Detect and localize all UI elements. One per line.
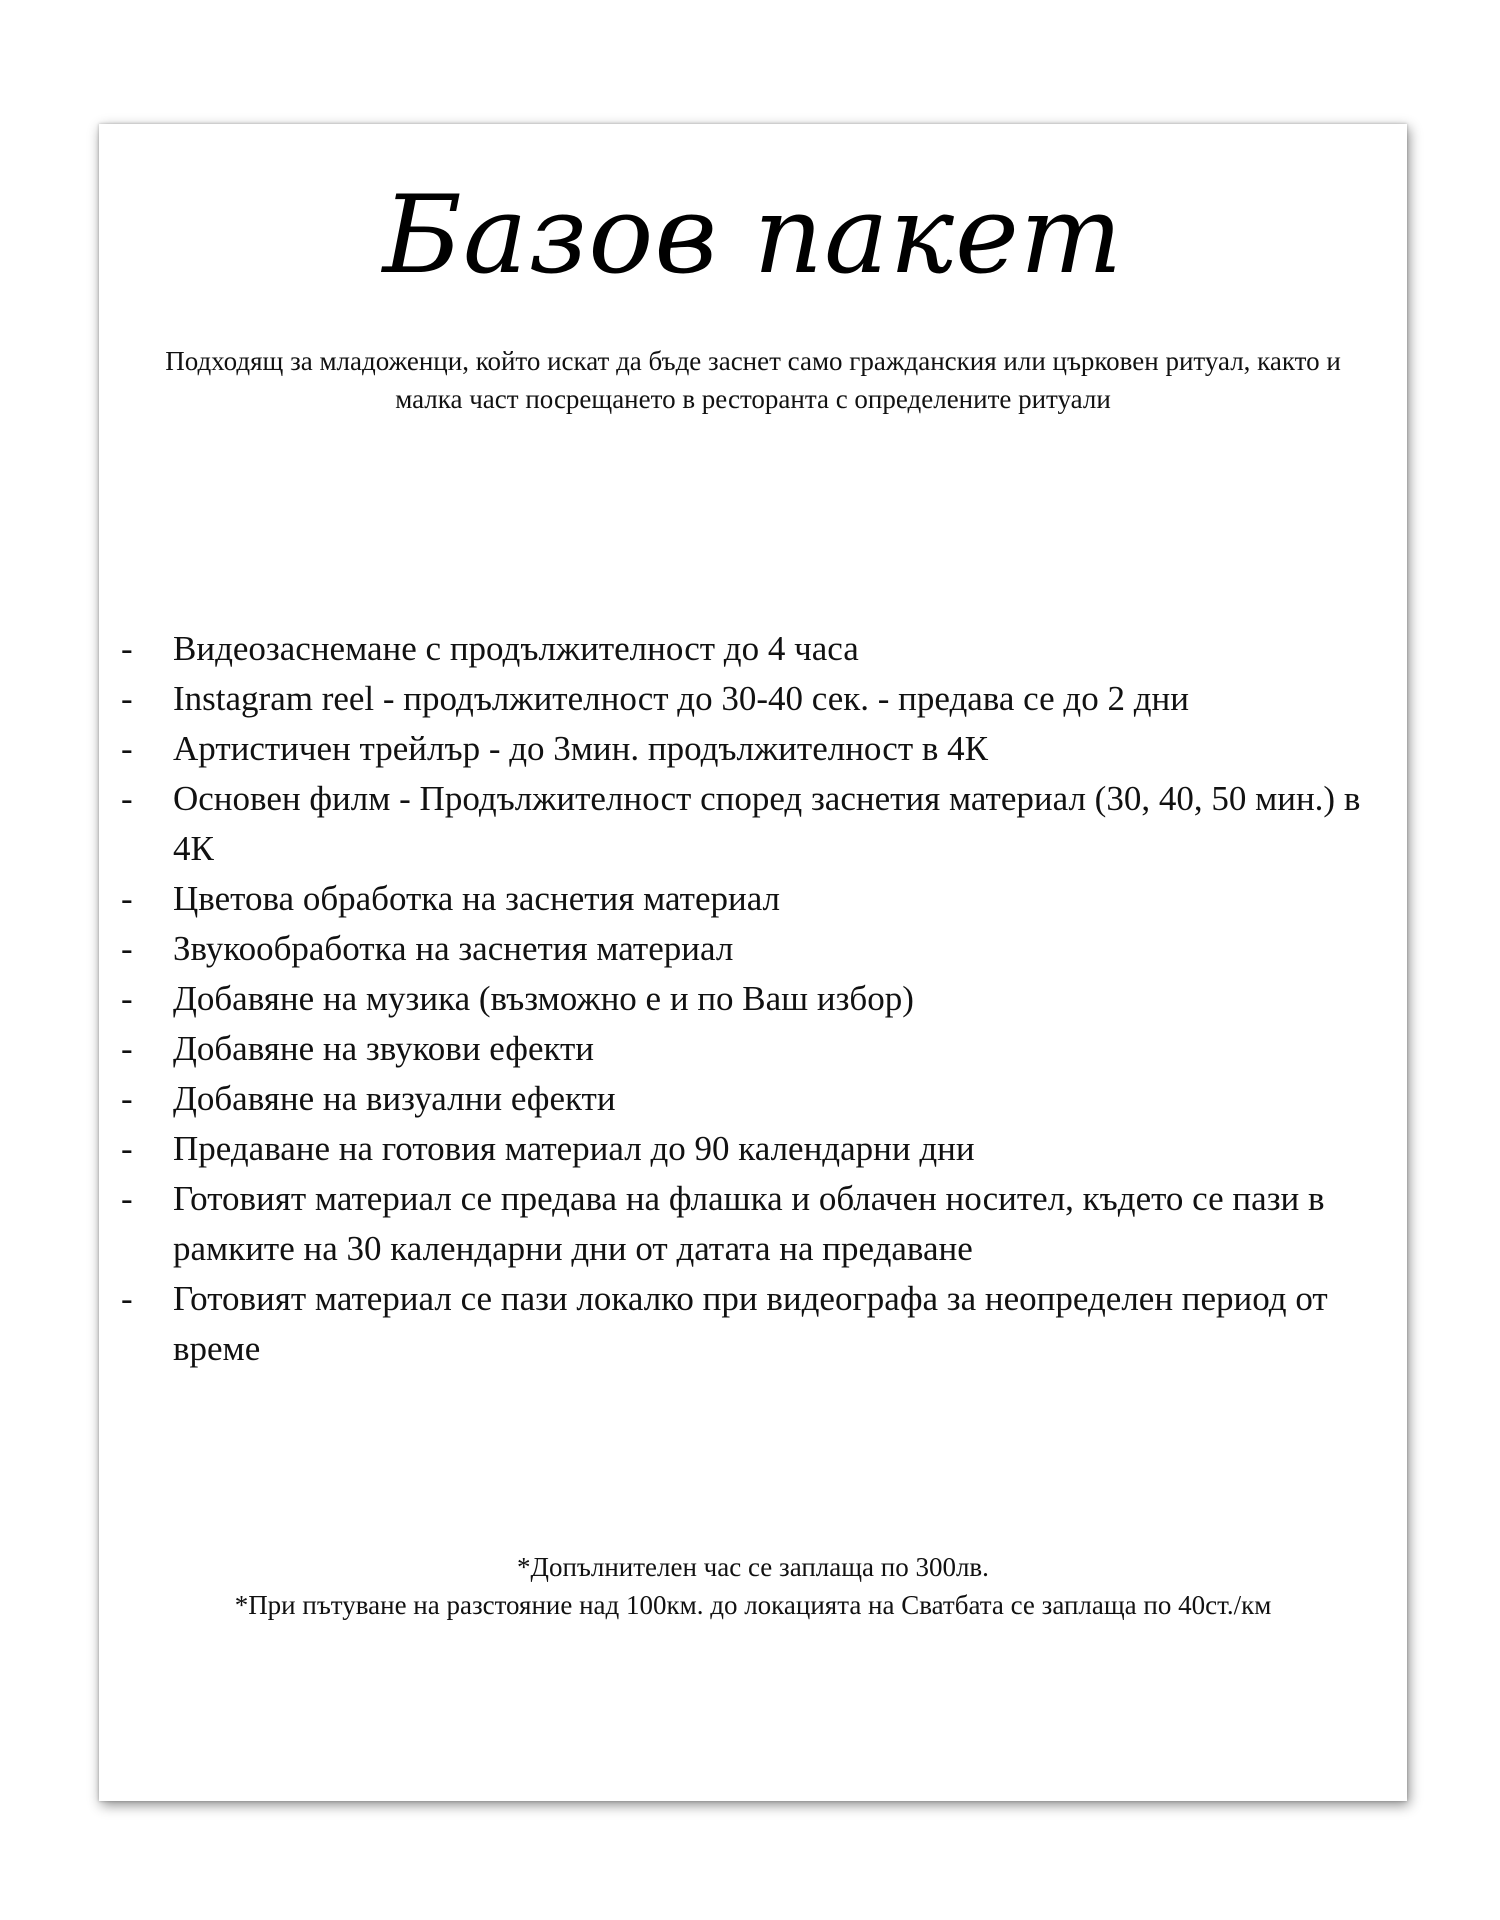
feature-item xyxy=(121,874,1391,924)
feature-item xyxy=(121,1024,1391,1074)
bullet-dash: - xyxy=(121,979,133,1018)
feature-item xyxy=(121,1174,1391,1274)
feature-text: Instagram reel - продължителност до 30-40 сек. - предава се до 2 дни xyxy=(173,679,1189,718)
feature-item xyxy=(121,1274,1391,1374)
footnotes xyxy=(139,1548,1367,1624)
feature-text: Готовият материал се пази локалко при видеографа за неопределен период от време xyxy=(173,1279,1328,1368)
extra-hour-note: *Допълнителен час се заплаща по 300лв. xyxy=(517,1552,989,1582)
bullet-dash: - xyxy=(121,679,133,718)
feature-text: Основен филм - Продължителност според заснетия материал (30, 40, 50 мин.) в 4К xyxy=(173,779,1361,868)
feature-item xyxy=(121,774,1391,874)
bullet-dash: - xyxy=(121,629,133,668)
bullet-dash: - xyxy=(121,1079,133,1118)
bullet-dash: - xyxy=(121,1179,133,1218)
bullet-dash: - xyxy=(121,1279,133,1318)
package-title: Базов пакет xyxy=(382,173,1124,298)
package-card xyxy=(99,124,1407,1801)
feature-text: Видеозаснемане с продължителност до 4 часа xyxy=(173,629,859,668)
feature-text: Добавяне на музика (възможно е и по Ваш избор) xyxy=(173,979,914,1018)
bullet-dash: - xyxy=(121,729,133,768)
bullet-dash: - xyxy=(121,1029,133,1068)
feature-item xyxy=(121,624,1391,674)
bullet-dash: - xyxy=(121,929,133,968)
feature-text: Предаване на готовия материал до 90 календарни дни xyxy=(173,1129,975,1168)
package-intro: Подходящ за младоженци, който искат да бъде заснет само гражданския или църковен ритуал, както и малка част посрещането в ресторанта с определените ритуали xyxy=(165,346,1341,414)
feature-text: Звукообработка на заснетия материал xyxy=(173,929,734,968)
feature-text: Готовият материал се предава на флашка и облачен носител, където се пази в рамките на 30 календарни дни от датата на предаване xyxy=(173,1179,1325,1268)
bullet-dash: - xyxy=(121,1129,133,1168)
bullet-dash: - xyxy=(121,779,133,818)
travel-fee-note: *При пътуване на разстояние над 100км. до локацията на Сватбата се заплаща по 40ст./км xyxy=(234,1590,1272,1620)
feature-item xyxy=(121,674,1391,724)
feature-item xyxy=(121,724,1391,774)
feature-text: Цветова обработка на заснетия материал xyxy=(173,879,781,918)
feature-list xyxy=(121,624,1391,1374)
feature-text: Добавяне на визуални ефекти xyxy=(173,1079,616,1118)
feature-item xyxy=(121,974,1391,1024)
feature-item xyxy=(121,1074,1391,1124)
feature-item xyxy=(121,924,1391,974)
feature-item xyxy=(121,1124,1391,1174)
bullet-dash: - xyxy=(121,879,133,918)
feature-text: Добавяне на звукови ефекти xyxy=(173,1029,595,1068)
feature-text: Артистичен трейлър - до 3мин. продължителност в 4К xyxy=(173,729,988,768)
